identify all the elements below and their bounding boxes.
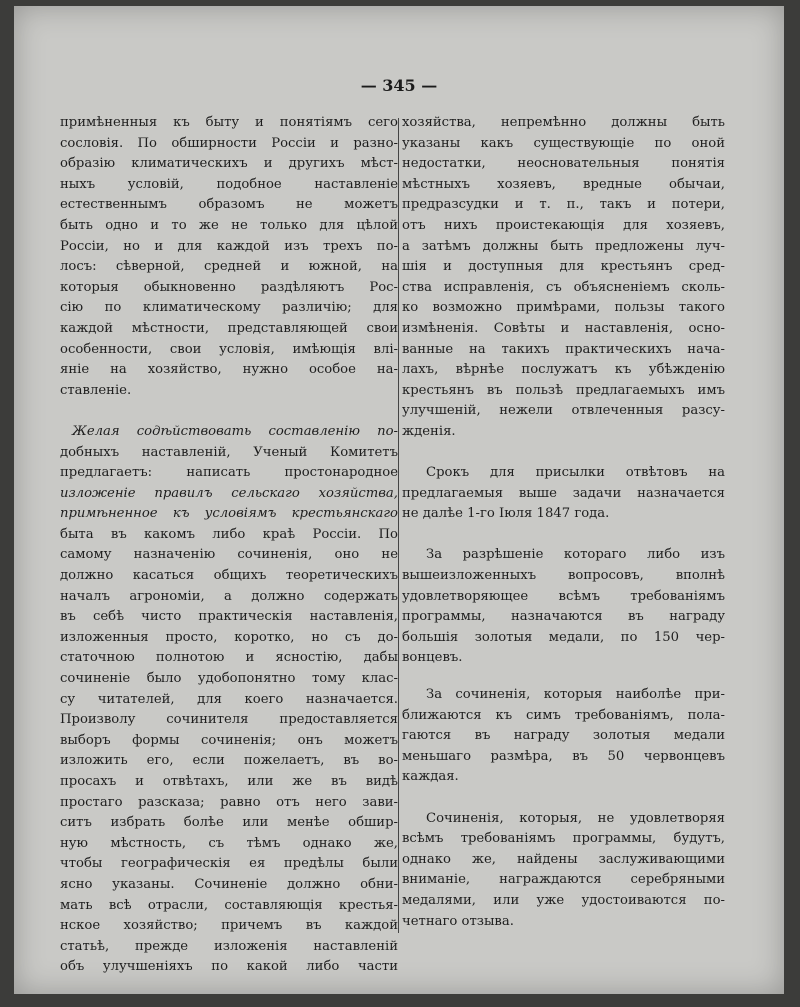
text-line: добныхъ наставленій, Ученый Комитетъ <box>60 444 398 460</box>
text-line: выборъ формы сочиненія; онъ можетъ <box>60 732 398 748</box>
paragraph-gap <box>402 669 725 685</box>
text-line: не далѣе 1-го Іюля 1847 года. <box>402 506 610 522</box>
text-line: улучшеній, нежели отвлеченныя разсу- <box>402 403 725 419</box>
text-line: ставленіе. <box>60 382 132 398</box>
text-line: каждой мѣстности, представляющей свои <box>60 320 398 336</box>
text-line: вонцевъ. <box>402 650 463 666</box>
text-line: чтобы географическія ея предѣлы были <box>60 856 398 872</box>
right-column <box>402 113 725 932</box>
text-line: Желая содѣйствовать составленію по- <box>72 423 398 439</box>
text-line: ныхъ условій, подобное наставленіе <box>60 176 398 192</box>
text-line: ситъ избрать болѣе или менѣе обшир- <box>60 815 398 831</box>
text-line: ную мѣстность, съ тѣмъ однако же, <box>60 835 398 851</box>
text-line: удовлетворяющее всѣмъ требованіямъ <box>402 588 725 604</box>
paragraph-gap <box>402 525 725 546</box>
text-line: всѣмъ требованіямъ программы, будутъ, <box>402 831 725 847</box>
text-line: нское хозяйство; причемъ въ каждой <box>60 918 398 934</box>
text-line: самому назначенію сочиненія, оно не <box>60 547 398 563</box>
text-line: вышеизложенныхъ вопросовъ, вполнѣ <box>402 568 725 584</box>
text-line: изложить его, если пожелаетъ, въ во- <box>60 753 398 769</box>
text-line: статьѣ, прежде изложенія наставленій <box>60 938 398 954</box>
column-divider <box>398 118 399 933</box>
text-line: гаются въ награду золотыя медали <box>402 728 725 744</box>
text-line: примѣненныя къ быту и понятіямъ сего <box>60 115 398 130</box>
text-line: простаго разсказа; равно отъ него зави- <box>60 794 398 810</box>
text-line: началъ агрономіи, а должно содержать <box>60 588 398 604</box>
text-line: объ улучшеніяхъ по какой либо части <box>60 959 398 975</box>
text-line: которыя обыкновенно раздѣляютъ Рос- <box>60 279 398 295</box>
text-line: предлагаетъ: написать простонародное <box>60 465 398 481</box>
text-line: лахъ, вѣрнѣе послужатъ къ убѣжденію <box>402 362 725 378</box>
text-line: изложенныя просто, коротко, но съ до- <box>60 629 398 645</box>
text-line: недостатки, неосновательныя понятія <box>402 156 725 172</box>
text-line: мѣстныхъ хозяевъ, вредные обычаи, <box>402 176 725 192</box>
text-line: су читателей, для коего назначается. <box>60 691 398 707</box>
text-line: медалями, или уже удостоиваются по- <box>402 892 725 908</box>
text-line: статочною полнотою и ясностію, дабы <box>60 650 398 666</box>
text-line: сію по климатическому различію; для <box>60 300 398 316</box>
text-line: ванные на такихъ практическихъ нача- <box>402 341 725 357</box>
text-line: большія золотыя медали, по 150 чер- <box>402 629 725 645</box>
left-column <box>60 113 398 978</box>
text-line: Срокъ для присылки отвѣтовъ на <box>426 465 725 481</box>
text-line: сочиненіе было удобопонятно тому клас- <box>60 671 398 687</box>
text-line: предлагаемыя выше задачи назначается <box>402 485 725 501</box>
text-line: меньшаго размѣра, въ 50 червонцевъ <box>402 748 725 764</box>
text-line: въ себѣ чисто практическія наставленія, <box>60 609 398 625</box>
text-line: примѣненное къ условіямъ крестьянскаго <box>60 506 398 522</box>
text-line: сословія. По обширности Россіи и разно- <box>60 135 398 151</box>
text-line: шія и доступныя для крестьянъ сред- <box>402 259 725 275</box>
text-line: особенности, свои условія, имѣющія влі- <box>60 341 398 357</box>
text-line: ясно указаны. Сочиненіе должно обни- <box>60 876 398 892</box>
text-line: а затѣмъ должны быть предложены луч- <box>402 238 725 254</box>
text-line: измѣненія. Совѣты и наставленія, осно- <box>402 320 725 336</box>
text-line: быть одно и то же не только для цѣлой <box>60 217 398 233</box>
text-line: За сочиненія, которыя наиболѣе при- <box>426 687 725 703</box>
text-line: ко возможно примѣрами, пользы такого <box>402 300 725 316</box>
text-line: указаны какъ существующіе по оной <box>402 135 725 151</box>
text-line: мать всѣ отрасли, составляющія крестья- <box>60 897 398 913</box>
paragraph-gap <box>402 788 725 809</box>
text-line: просахъ и отвѣтахъ, или же въ видѣ <box>60 774 398 789</box>
text-line: предразсудки и т. п., такъ и потери, <box>402 197 725 213</box>
text-line: За разрѣшеніе котораго либо изъ <box>426 547 725 563</box>
text-line: вниманіе, награждаются серебряными <box>402 872 725 888</box>
book-page <box>14 6 784 994</box>
text-line: Произволу сочинителя предоставляется <box>60 712 398 728</box>
text-line: Россіи, но и для каждой изъ трехъ по- <box>60 238 398 254</box>
paragraph-gap <box>60 401 398 422</box>
text-line: изложеніе правилъ сельскаго хозяйства, <box>60 485 398 501</box>
text-line: лосъ: сѣверной, средней и южной, на <box>60 259 398 275</box>
text-line: ближаются къ симъ требованіямъ, пола- <box>402 707 725 723</box>
text-line: четнаго отзыва. <box>402 913 514 929</box>
text-line: каждая. <box>402 769 459 785</box>
text-line: яніе на хозяйство, нужно особое на- <box>60 362 398 378</box>
text-line: хозяйства, непремѣнно должны быть <box>402 115 725 130</box>
text-line: должно касаться общихъ теоретическихъ <box>60 568 398 584</box>
text-line: крестьянъ въ пользѣ предлагаемыхъ имъ <box>402 382 725 398</box>
text-line: Сочиненія, которыя, не удовлетворяя <box>426 810 725 826</box>
text-line: отъ нихъ проистекающія для хозяевъ, <box>402 217 725 233</box>
text-line: быта въ какомъ либо краѣ Россіи. По <box>60 526 398 542</box>
text-line: однако же, найдены заслуживающими <box>402 851 725 867</box>
text-line: естественнымъ образомъ не можетъ <box>60 197 398 213</box>
text-line: ства исправленія, съ объясненіемъ сколь- <box>402 279 725 295</box>
page-number: — 345 — <box>360 76 438 95</box>
text-line: программы, назначаются въ награду <box>402 609 725 625</box>
text-line: жденія. <box>402 423 456 439</box>
paragraph-gap <box>402 443 725 464</box>
text-line: образію климатическихъ и другихъ мѣст- <box>60 156 398 172</box>
